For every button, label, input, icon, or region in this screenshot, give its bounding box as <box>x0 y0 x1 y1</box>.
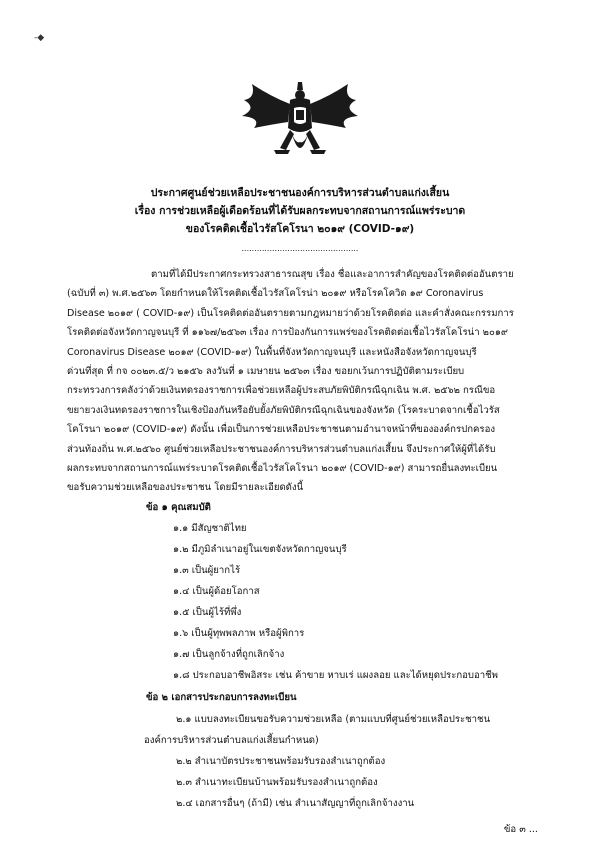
section1-heading: ข้อ ๑ คุณสมบัติ <box>146 502 211 513</box>
body-line: Coronavirus Disease ๒๐๑๙ (COVID-๑๙) ในพื้นที่จังหวัดกาญจนบุรี และหนังสือจังหวัดกาญจนบุรี <box>67 346 477 358</box>
section2-item: ๒.๓ สำเนาทะเบียนบ้านพร้อมรับรองสำเนาถูกต้อง <box>176 777 378 788</box>
body-line: ส่วนท้องถิ่น พ.ศ.๒๕๖๐ ศูนย์ช่วยเหลือประชาชนองค์การบริหารส่วนตำบลแก่งเสี้ยน จึงประกาศให้ผู้ที่ได้รับ <box>67 443 496 455</box>
body-line: ขอรับความช่วยเหลือของประชาชน โดยมีรายละเอียดดังนี้ <box>67 482 304 494</box>
body-line: กระทรวงการคลังว่าด้วยเงินทดรองราชการเพื่อช่วยเหลือผู้ประสบภัยพิบัติกรณีฉุกเฉิน พ.ศ. ๒๕๖๒ กรณีขอ <box>67 385 496 397</box>
garuda-emblem-icon <box>230 78 370 170</box>
title-line-3: ของโรคติดเชื้อไวรัสโคโรนา ๒๐๑๙ (COVID-๑๙) <box>185 223 415 235</box>
section1-item: ๑.๓ เป็นผู้ยากไร้ <box>173 565 241 576</box>
body-line: ด่วนที่สุด ที่ กจ ๐๐๒๓.๕/ว ๒๑๕๖ ลงวันที่ ๑ เมษายน ๒๕๖๓ เรื่อง ขอยกเว้นการปฏิบัติตามระเบียบ <box>67 366 465 378</box>
section1-item: ๑.๗ เป็นลูกจ้างที่ถูกเลิกจ้าง <box>173 649 285 660</box>
body-line: โคโรนา ๒๐๑๙ (COVID-๑๙) ดังนั้น เพื่อเป็นการช่วยเหลือประชาชนตามอำนาจหน้าที่ขององค์กรปกครอง <box>67 424 496 436</box>
section1-item: ๑.๒ มีภูมิลำเนาอยู่ในเขตจังหวัดกาญจนบุรี <box>173 544 347 555</box>
body-line: Disease ๒๐๑๙ ( COVID-๑๙) เป็นโรคติดต่ออันตรายตามกฎหมายว่าด้วยโรคติดต่อ และคำสั่งคณะกรรมการ <box>67 307 514 319</box>
section2-item: ๒.๒ สำเนาบัตรประชาชนพร้อมรับรองสำเนาถูกต้อง <box>176 756 386 767</box>
section1-item: ๑.๘ ประกอบอาชีพอิสระ เช่น ค้าขาย หาบเร่ แผงลอย และได้หยุดประกอบอาชีพ <box>173 670 498 681</box>
body-line: โรคติดต่อจังหวัดกาญจนบุรี ที่ ๑๑๖๗/๒๕๖๓ เรื่อง การป้องกันการแพร่ของโรคติดต่อเชื้อไวรัสโคโรน่า ๒๐๑๙ <box>67 327 508 339</box>
separator-line: .............................................. <box>241 244 359 253</box>
section2-item-continuation: องค์การบริหารส่วนตำบลแก่งเสี้ยนกำหนด) <box>144 735 319 746</box>
section2-item: ๒.๑ แบบลงทะเบียนขอรับความช่วยเหลือ (ตามแบบที่ศูนย์ช่วยเหลือประชาชน <box>176 714 491 725</box>
section1-item: ๑.๕ เป็นผู้ไร้ที่พึ่ง <box>173 607 242 618</box>
section1-item: ๑.๖ เป็นผู้ทุพพลภาพ หรือผู้พิการ <box>173 628 305 639</box>
page-continuation: ข้อ ๓ ... <box>503 824 538 835</box>
body-line: ขยายวงเงินทดรองราชการในเชิงป้องกันหรือยับยั้งภัยพิบัติกรณีฉุกเฉินของจังหวัด (โรคระบาดจากเชื้อไวรัส <box>67 404 500 416</box>
title-line-2: เรื่อง การช่วยเหลือผู้เดือดร้อนที่ได้รับผลกระทบจากสถานการณ์แพร่ระบาด <box>134 205 466 217</box>
body-line: ผลกระทบจากสถานการณ์แพร่ระบาดโรคติดเชื้อไวรัสโคโรนา ๒๐๑๙ (COVID-๑๙) สามารถยื่นลงทะเบียน <box>67 463 498 475</box>
announcement-body <box>67 265 537 498</box>
body-line: (ฉบับที่ ๓) พ.ศ.๒๕๖๓ โดยกำหนดให้โรคติดเชื้อไวรัสโคโรน่า ๒๐๑๙ หรือโรคโควิด ๑๙ Coronavirus <box>67 288 484 300</box>
title-line-1: ประกาศศูนย์ช่วยเหลือประชาชนองค์การบริหารส่วนตำบลแก่งเสี้ยน <box>150 187 450 199</box>
section2-item: ๒.๔ เอกสารอื่นๆ (ถ้ามี) เช่น สำเนาสัญญาที่ถูกเลิกจ้างงาน <box>176 798 415 809</box>
section1-item: ๑.๑ มีสัญชาติไทย <box>173 523 247 534</box>
corner-mark: -◆ <box>34 33 45 43</box>
section1-item: ๑.๔ เป็นผู้ด้อยโอกาส <box>173 586 260 597</box>
section2-heading: ข้อ ๒ เอกสารประกอบการลงทะเบียน <box>146 692 297 703</box>
body-line: ตามที่ได้มีประกาศกระทรวงสาธารณสุข เรื่อง ชื่อและอาการสำคัญของโรคติดต่ออันตราย <box>151 269 514 280</box>
